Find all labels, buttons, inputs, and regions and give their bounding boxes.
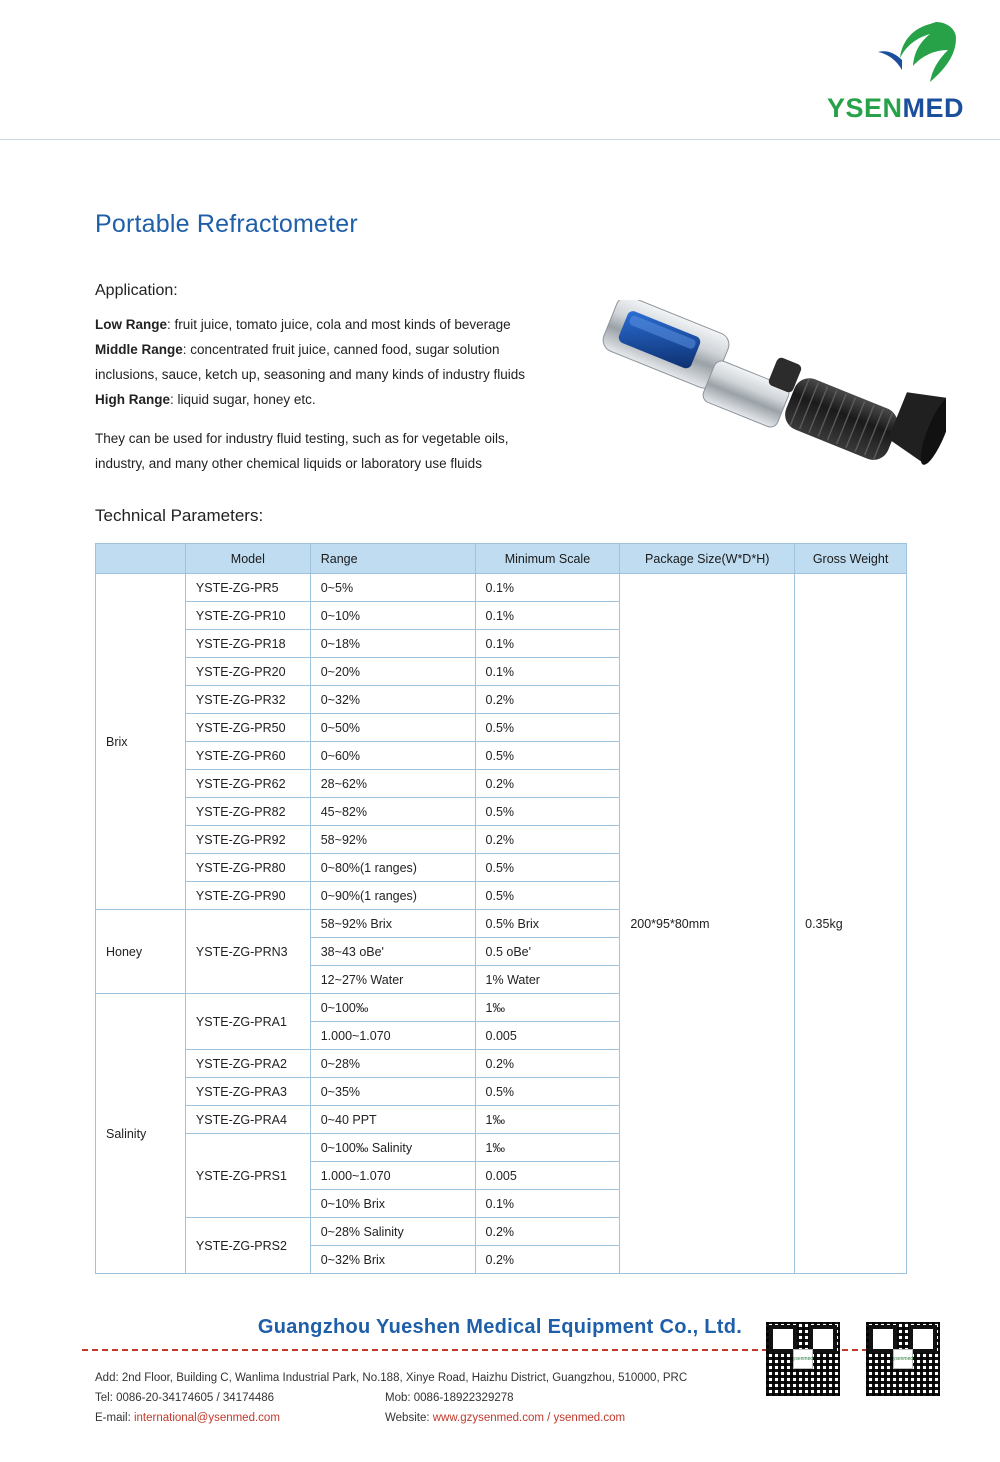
application-label: Middle Range: [95, 342, 183, 357]
cell-range: 0~40 PPT: [310, 1106, 475, 1134]
cell-model: YSTE-ZG-PRA3: [185, 1078, 310, 1106]
group-label-honey: Honey: [96, 910, 186, 994]
cell-model: YSTE-ZG-PR5: [185, 574, 310, 602]
cell-scale: 0.2%: [475, 1246, 620, 1274]
cell-model: YSTE-ZG-PR50: [185, 714, 310, 742]
application-text: : concentrated fruit juice, canned food, sugar solution: [182, 342, 500, 357]
cell-model: YSTE-ZG-PRS1: [185, 1134, 310, 1218]
cell-range: 1.000~1.070: [310, 1022, 475, 1050]
cell-range: 58~92%: [310, 826, 475, 854]
cell-range: 0~100‰ Salinity: [310, 1134, 475, 1162]
cell-model: YSTE-ZG-PR60: [185, 742, 310, 770]
cell-scale: 0.5%: [475, 798, 620, 826]
table-head: [96, 544, 907, 574]
cell-range: 45~82%: [310, 798, 475, 826]
col-header-package-size: Package Size(W*D*H): [620, 544, 795, 574]
qr-code-icon-right: [866, 1322, 940, 1396]
cell-range: 0~32% Brix: [310, 1246, 475, 1274]
table-row: [96, 574, 907, 602]
cell-scale: 0.005: [475, 1022, 620, 1050]
cell-model: YSTE-ZG-PRA2: [185, 1050, 310, 1078]
cell-range: 0~10% Brix: [310, 1190, 475, 1218]
qr-codes: [766, 1322, 940, 1396]
footer-email-link[interactable]: international@ysenmed.com: [133, 1412, 280, 1424]
cell-scale: 1‰: [475, 994, 620, 1022]
cell-range: 0~50%: [310, 714, 475, 742]
cell-scale: 0.2%: [475, 686, 620, 714]
cell-scale: 0.2%: [475, 1218, 620, 1246]
footer-web-row: [95, 1408, 715, 1428]
cell-range: 58~92% Brix: [310, 910, 475, 938]
group-label-brix: Brix: [96, 574, 186, 910]
product-image: [586, 300, 946, 485]
cell-package-size: 200*95*80mm: [620, 574, 795, 1274]
cell-range: 0~100‰: [310, 994, 475, 1022]
cell-model: YSTE-ZG-PR62: [185, 770, 310, 798]
application-label: Low Range: [95, 317, 168, 332]
cell-range: 0~90%(1 ranges): [310, 882, 475, 910]
cell-scale: 0.1%: [475, 658, 620, 686]
cell-range: 28~62%: [310, 770, 475, 798]
application-line: [95, 312, 595, 337]
page-header: [0, 0, 1000, 140]
cell-scale: 0.5%: [475, 742, 620, 770]
application-line: [95, 337, 595, 362]
cell-scale: 1% Water: [475, 966, 620, 994]
cell-range: 0~5%: [310, 574, 475, 602]
application-body: [95, 312, 595, 476]
cell-scale: 0.1%: [475, 602, 620, 630]
application-line: [95, 387, 595, 412]
group-label-salinity: Salinity: [96, 994, 186, 1274]
cell-range: 0~18%: [310, 630, 475, 658]
cell-range: 12~27% Water: [310, 966, 475, 994]
cell-range: 0~28% Salinity: [310, 1218, 475, 1246]
cell-scale: 0.1%: [475, 574, 620, 602]
footer-company-name: Guangzhou Yueshen Medical Equipment Co., Ltd.: [257, 1316, 743, 1338]
cell-scale: 0.1%: [475, 630, 620, 658]
footer-phone-row: [95, 1388, 715, 1408]
col-header-gross-weight: Gross Weight: [795, 544, 907, 574]
cell-model: YSTE-ZG-PRA1: [185, 994, 310, 1050]
cell-model: YSTE-ZG-PR92: [185, 826, 310, 854]
application-heading: Application:: [95, 282, 178, 299]
footer-mob: Mob: 0086-18922329278: [385, 1392, 514, 1404]
application-text: inclusions, sauce, ketch up, seasoning and many kinds of industry fluids: [95, 367, 525, 382]
cell-scale: 1‰: [475, 1106, 620, 1134]
qr-center-label-right: ysenmed: [893, 1349, 913, 1369]
footer-website: [385, 1408, 625, 1428]
cell-range: 1.000~1.070: [310, 1162, 475, 1190]
cell-range: 38~43 oBe': [310, 938, 475, 966]
spacer: [95, 412, 595, 426]
cell-range: 0~80%(1 ranges): [310, 854, 475, 882]
cell-range: 0~20%: [310, 658, 475, 686]
leaf-logo-icon: [827, 18, 964, 91]
cell-scale: 0.5 oBe': [475, 938, 620, 966]
footer-website-label: Website:: [385, 1412, 430, 1424]
brand-name-green: YSEN: [826, 93, 903, 123]
footer-email: [95, 1408, 385, 1428]
cell-model: YSTE-ZG-PR10: [185, 602, 310, 630]
cell-scale: 0.5% Brix: [475, 910, 620, 938]
cell-model: YSTE-ZG-PRN3: [185, 910, 310, 994]
footer-website-link[interactable]: www.gzysenmed.com / ysenmed.com: [432, 1412, 626, 1424]
qr-center-label-left: ysenmed: [793, 1349, 813, 1369]
cell-scale: 0.2%: [475, 826, 620, 854]
cell-scale: 1‰: [475, 1134, 620, 1162]
cell-scale: 0.005: [475, 1162, 620, 1190]
cell-scale: 0.5%: [475, 854, 620, 882]
application-label: High Range: [95, 392, 171, 407]
cell-scale: 0.5%: [475, 1078, 620, 1106]
technical-parameters-table: [95, 543, 907, 1274]
cell-range: 0~32%: [310, 686, 475, 714]
cell-scale: 0.1%: [475, 1190, 620, 1218]
application-line: [95, 362, 595, 387]
cell-model: YSTE-ZG-PRA4: [185, 1106, 310, 1134]
brand-wordmark: [827, 93, 964, 124]
col-header-group: [96, 544, 186, 574]
footer-address-row: [95, 1368, 715, 1388]
cell-model: YSTE-ZG-PR82: [185, 798, 310, 826]
footer-email-label: E-mail:: [95, 1412, 131, 1424]
application-paragraph-line: They can be used for industry fluid testing, such as for vegetable oils,: [95, 431, 509, 446]
technical-parameters-heading: Technical Parameters:: [95, 506, 264, 525]
footer-address: Add: 2nd Floor, Building C, Wanlima Industrial Park, No.188, Xinye Road, Haizhu District, Guangzhou, 510000, PRC: [95, 1372, 688, 1384]
footer-tel: Tel: 0086-20-34174605 / 34174486: [95, 1392, 275, 1404]
page-title: Portable Refractometer: [95, 210, 358, 238]
brand-logo: [827, 18, 964, 124]
page-footer: [0, 1316, 1000, 1424]
application-text: : liquid sugar, honey etc.: [170, 392, 316, 407]
footer-contact-info: [95, 1368, 715, 1428]
cell-scale: 0.2%: [475, 770, 620, 798]
col-header-range: Range: [310, 544, 475, 574]
qr-code-icon-left: [766, 1322, 840, 1396]
cell-range: 0~35%: [310, 1078, 475, 1106]
col-header-model: Model: [185, 544, 310, 574]
table-header-row: [96, 544, 907, 574]
application-text: : fruit juice, tomato juice, cola and most kinds of beverage: [167, 317, 511, 332]
cell-scale: 0.5%: [475, 882, 620, 910]
application-paragraph-line: industry, and many other chemical liquids or laboratory use fluids: [95, 456, 482, 471]
cell-gross-weight: 0.35kg: [795, 574, 907, 1274]
cell-model: YSTE-ZG-PR18: [185, 630, 310, 658]
cell-model: YSTE-ZG-PR32: [185, 686, 310, 714]
cell-range: 0~10%: [310, 602, 475, 630]
cell-model: YSTE-ZG-PR80: [185, 854, 310, 882]
cell-range: 0~28%: [310, 1050, 475, 1078]
cell-scale: 0.2%: [475, 1050, 620, 1078]
cell-model: YSTE-ZG-PR20: [185, 658, 310, 686]
col-header-minimum-scale: Minimum Scale: [475, 544, 620, 574]
cell-scale: 0.5%: [475, 714, 620, 742]
table-body: [96, 574, 907, 1274]
cell-model: YSTE-ZG-PRS2: [185, 1218, 310, 1274]
cell-range: 0~60%: [310, 742, 475, 770]
cell-model: YSTE-ZG-PR90: [185, 882, 310, 910]
brand-name-blue: MED: [902, 93, 964, 123]
